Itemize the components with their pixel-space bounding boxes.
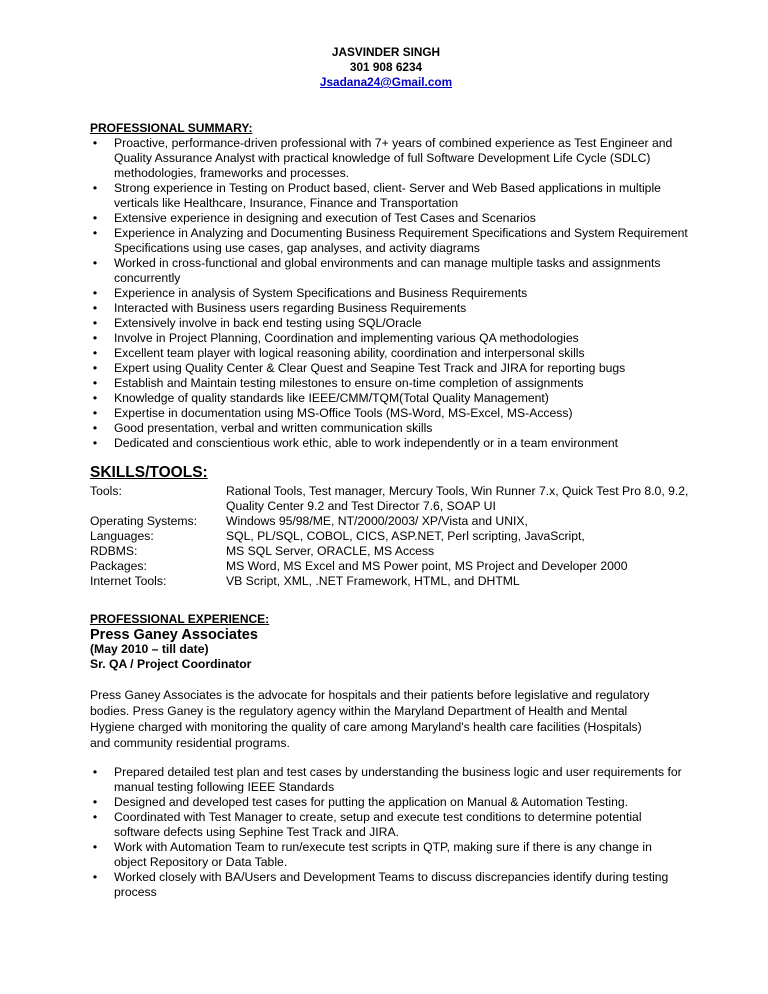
bullet-icon: •: [92, 376, 98, 390]
skill-value: MS SQL Server, ORACLE, MS Access: [226, 544, 435, 558]
summary-list: [90, 136, 690, 451]
skill-value: Windows 95/98/ME, NT/2000/2003/ XP/Vista and UNIX,: [226, 514, 528, 528]
list-item-text: Extensively involve in back end testing using SQL/Oracle: [114, 316, 422, 330]
list-item-text: Work with Automation Team to run/execute test scripts in QTP, making sure if there is any change in object Repository or Data Table.: [114, 840, 652, 869]
list-item-text: Establish and Maintain testing milestones to ensure on-time completion of assignments: [114, 376, 584, 390]
list-item: [90, 436, 690, 451]
skill-value: VB Script, XML, .NET Framework, HTML, and DHTML: [226, 574, 520, 588]
list-item: [90, 795, 682, 810]
summary-heading-text: PROFESSIONAL SUMMARY: [90, 121, 249, 135]
list-item-text: Expertise in documentation using MS-Office Tools (MS-Word, MS-Excel, MS-Access): [114, 406, 573, 420]
skills-heading-text: SKILLS/TOOLS: [90, 464, 203, 481]
skill-label: Internet Tools:: [90, 574, 167, 588]
experience-heading-colon: :: [265, 612, 270, 626]
list-item-text: Worked closely with BA/Users and Development Teams to discuss discrepancies identify during testing process: [114, 870, 669, 899]
list-item: [90, 211, 690, 226]
bullet-icon: •: [92, 765, 98, 779]
list-item-text: Designed and developed test cases for putting the application on Manual & Automation Testing.: [114, 795, 629, 809]
table-row: [90, 484, 690, 514]
skill-label: RDBMS:: [90, 544, 138, 558]
experience-list: [90, 765, 682, 900]
table-row: [90, 529, 690, 544]
bullet-icon: •: [92, 301, 98, 315]
bullet-icon: •: [92, 211, 98, 225]
skill-value: Rational Tools, Test manager, Mercury Tools, Win Runner 7.x, Quick Test Pro 8.0, 9.2, Quality Center 9.2 and Test Director 7.6, SOAP UI: [226, 484, 689, 513]
summary-heading: [90, 121, 252, 136]
list-item-text: Prepared detailed test plan and test cases by understanding the business logic and user requirements for manual testing following IEEE Standards: [114, 765, 682, 794]
experience-heading-text: PROFESSIONAL EXPERIENCE: [90, 612, 266, 626]
company-name: Press Ganey Associates: [90, 627, 258, 643]
skill-label: Operating Systems:: [90, 514, 198, 528]
table-row: [90, 514, 690, 529]
phone-number: 301 908 6234: [349, 60, 423, 74]
bullet-icon: •: [92, 795, 98, 809]
list-item: [90, 406, 690, 421]
list-item-text: Good presentation, verbal and written communication skills: [114, 421, 433, 435]
resume-header: [0, 45, 768, 90]
bullet-icon: •: [92, 391, 98, 405]
list-item: [90, 181, 690, 211]
list-item: [90, 421, 690, 436]
list-item: [90, 136, 690, 181]
list-item-text: Worked in cross-functional and global environments and can manage multiple tasks and assignments concurrently: [114, 256, 661, 285]
bullet-icon: •: [92, 226, 98, 240]
list-item-text: Proactive, performance-driven professional with 7+ years of combined experience as Test Engineer and Quality Assurance Analyst with practical knowledge of full Software Development Life Cycle (SDLC) methodologies, frameworks and processes.: [114, 136, 673, 180]
bullet-icon: •: [92, 256, 98, 270]
list-item-text: Knowledge of quality standards like IEEE/CMM/TQM(Total Quality Management): [114, 391, 549, 405]
list-item: [90, 361, 690, 376]
job-title: Sr. QA / Project Coordinator: [90, 657, 252, 671]
skill-label: Languages:: [90, 529, 154, 543]
list-item-text: Coordinated with Test Manager to create, setup and execute test conditions to determine potential software defects using Sephine Test Track and JIRA.: [114, 810, 642, 839]
list-item: [90, 840, 682, 870]
list-item-text: Interacted with Business users regarding Business Requirements: [114, 301, 467, 315]
list-item: [90, 331, 690, 346]
list-item-text: Experience in analysis of System Specifications and Business Requirements: [114, 286, 528, 300]
table-row: [90, 574, 690, 589]
skill-value: MS Word, MS Excel and MS Power point, MS Project and Developer 2000: [226, 559, 628, 573]
list-item: [90, 346, 690, 361]
list-item: [90, 256, 690, 286]
summary-heading-colon: :: [248, 121, 253, 135]
list-item-text: Expert using Quality Center & Clear Quest and Seapine Test Track and JIRA for reporting bugs: [114, 361, 626, 375]
skill-label: Packages:: [90, 559, 147, 573]
list-item: [90, 810, 682, 840]
employment-dates: (May 2010 – till date): [90, 642, 209, 656]
bullet-icon: •: [92, 840, 98, 854]
list-item: [90, 301, 690, 316]
skills-heading: [90, 464, 208, 482]
list-item-text: Involve in Project Planning, Coordination and implementing various QA methodologies: [114, 331, 579, 345]
email-link[interactable]: Jsadana24@Gmail.com: [319, 75, 453, 89]
skills-heading-colon: :: [202, 464, 208, 481]
bullet-icon: •: [92, 331, 98, 345]
company-description: Press Ganey Associates is the advocate for hospitals and their patients before legislative and regulatory bodies. Press Ganey is the regulatory agency within the Maryland Department of Health and Mental Hygiene charged with monitoring the quality of care among Maryland's health care facilities (Hospitals) and community residential programs.: [90, 688, 650, 750]
candidate-name: JASVINDER SINGH: [331, 45, 441, 59]
list-item: [90, 286, 690, 301]
bullet-icon: •: [92, 361, 98, 375]
list-item: [90, 316, 690, 331]
bullet-icon: •: [92, 810, 98, 824]
bullet-icon: •: [92, 286, 98, 300]
list-item-text: Dedicated and conscientious work ethic, able to work independently or in a team environment: [114, 436, 619, 450]
list-item: [90, 765, 682, 795]
list-item: [90, 870, 682, 900]
list-item-text: Extensive experience in designing and execution of Test Cases and Scenarios: [114, 211, 536, 225]
skill-value: SQL, PL/SQL, COBOL, CICS, ASP.NET, Perl scripting, JavaScript,: [226, 529, 585, 543]
experience-heading: [90, 612, 269, 627]
table-row: [90, 559, 690, 574]
bullet-icon: •: [92, 436, 98, 450]
bullet-icon: •: [92, 406, 98, 420]
list-item: [90, 376, 690, 391]
bullet-icon: •: [92, 181, 98, 195]
bullet-icon: •: [92, 136, 98, 150]
bullet-icon: •: [92, 870, 98, 884]
bullet-icon: •: [92, 346, 98, 360]
list-item: [90, 226, 690, 256]
table-row: [90, 544, 690, 559]
skills-table: [90, 484, 690, 589]
bullet-icon: •: [92, 421, 98, 435]
list-item: [90, 391, 690, 406]
list-item-text: Strong experience in Testing on Product based, client- Server and Web Based applications in multiple verticals like Healthcare, Insurance, Finance and Transportation: [114, 181, 661, 210]
skill-label: Tools:: [90, 484, 122, 498]
list-item-text: Experience in Analyzing and Documenting Business Requirement Specifications and System Requirement Specifications using use cases, gap analyses, and activity diagrams: [114, 226, 688, 255]
list-item-text: Excellent team player with logical reasoning ability, coordination and interpersonal skills: [114, 346, 585, 360]
bullet-icon: •: [92, 316, 98, 330]
